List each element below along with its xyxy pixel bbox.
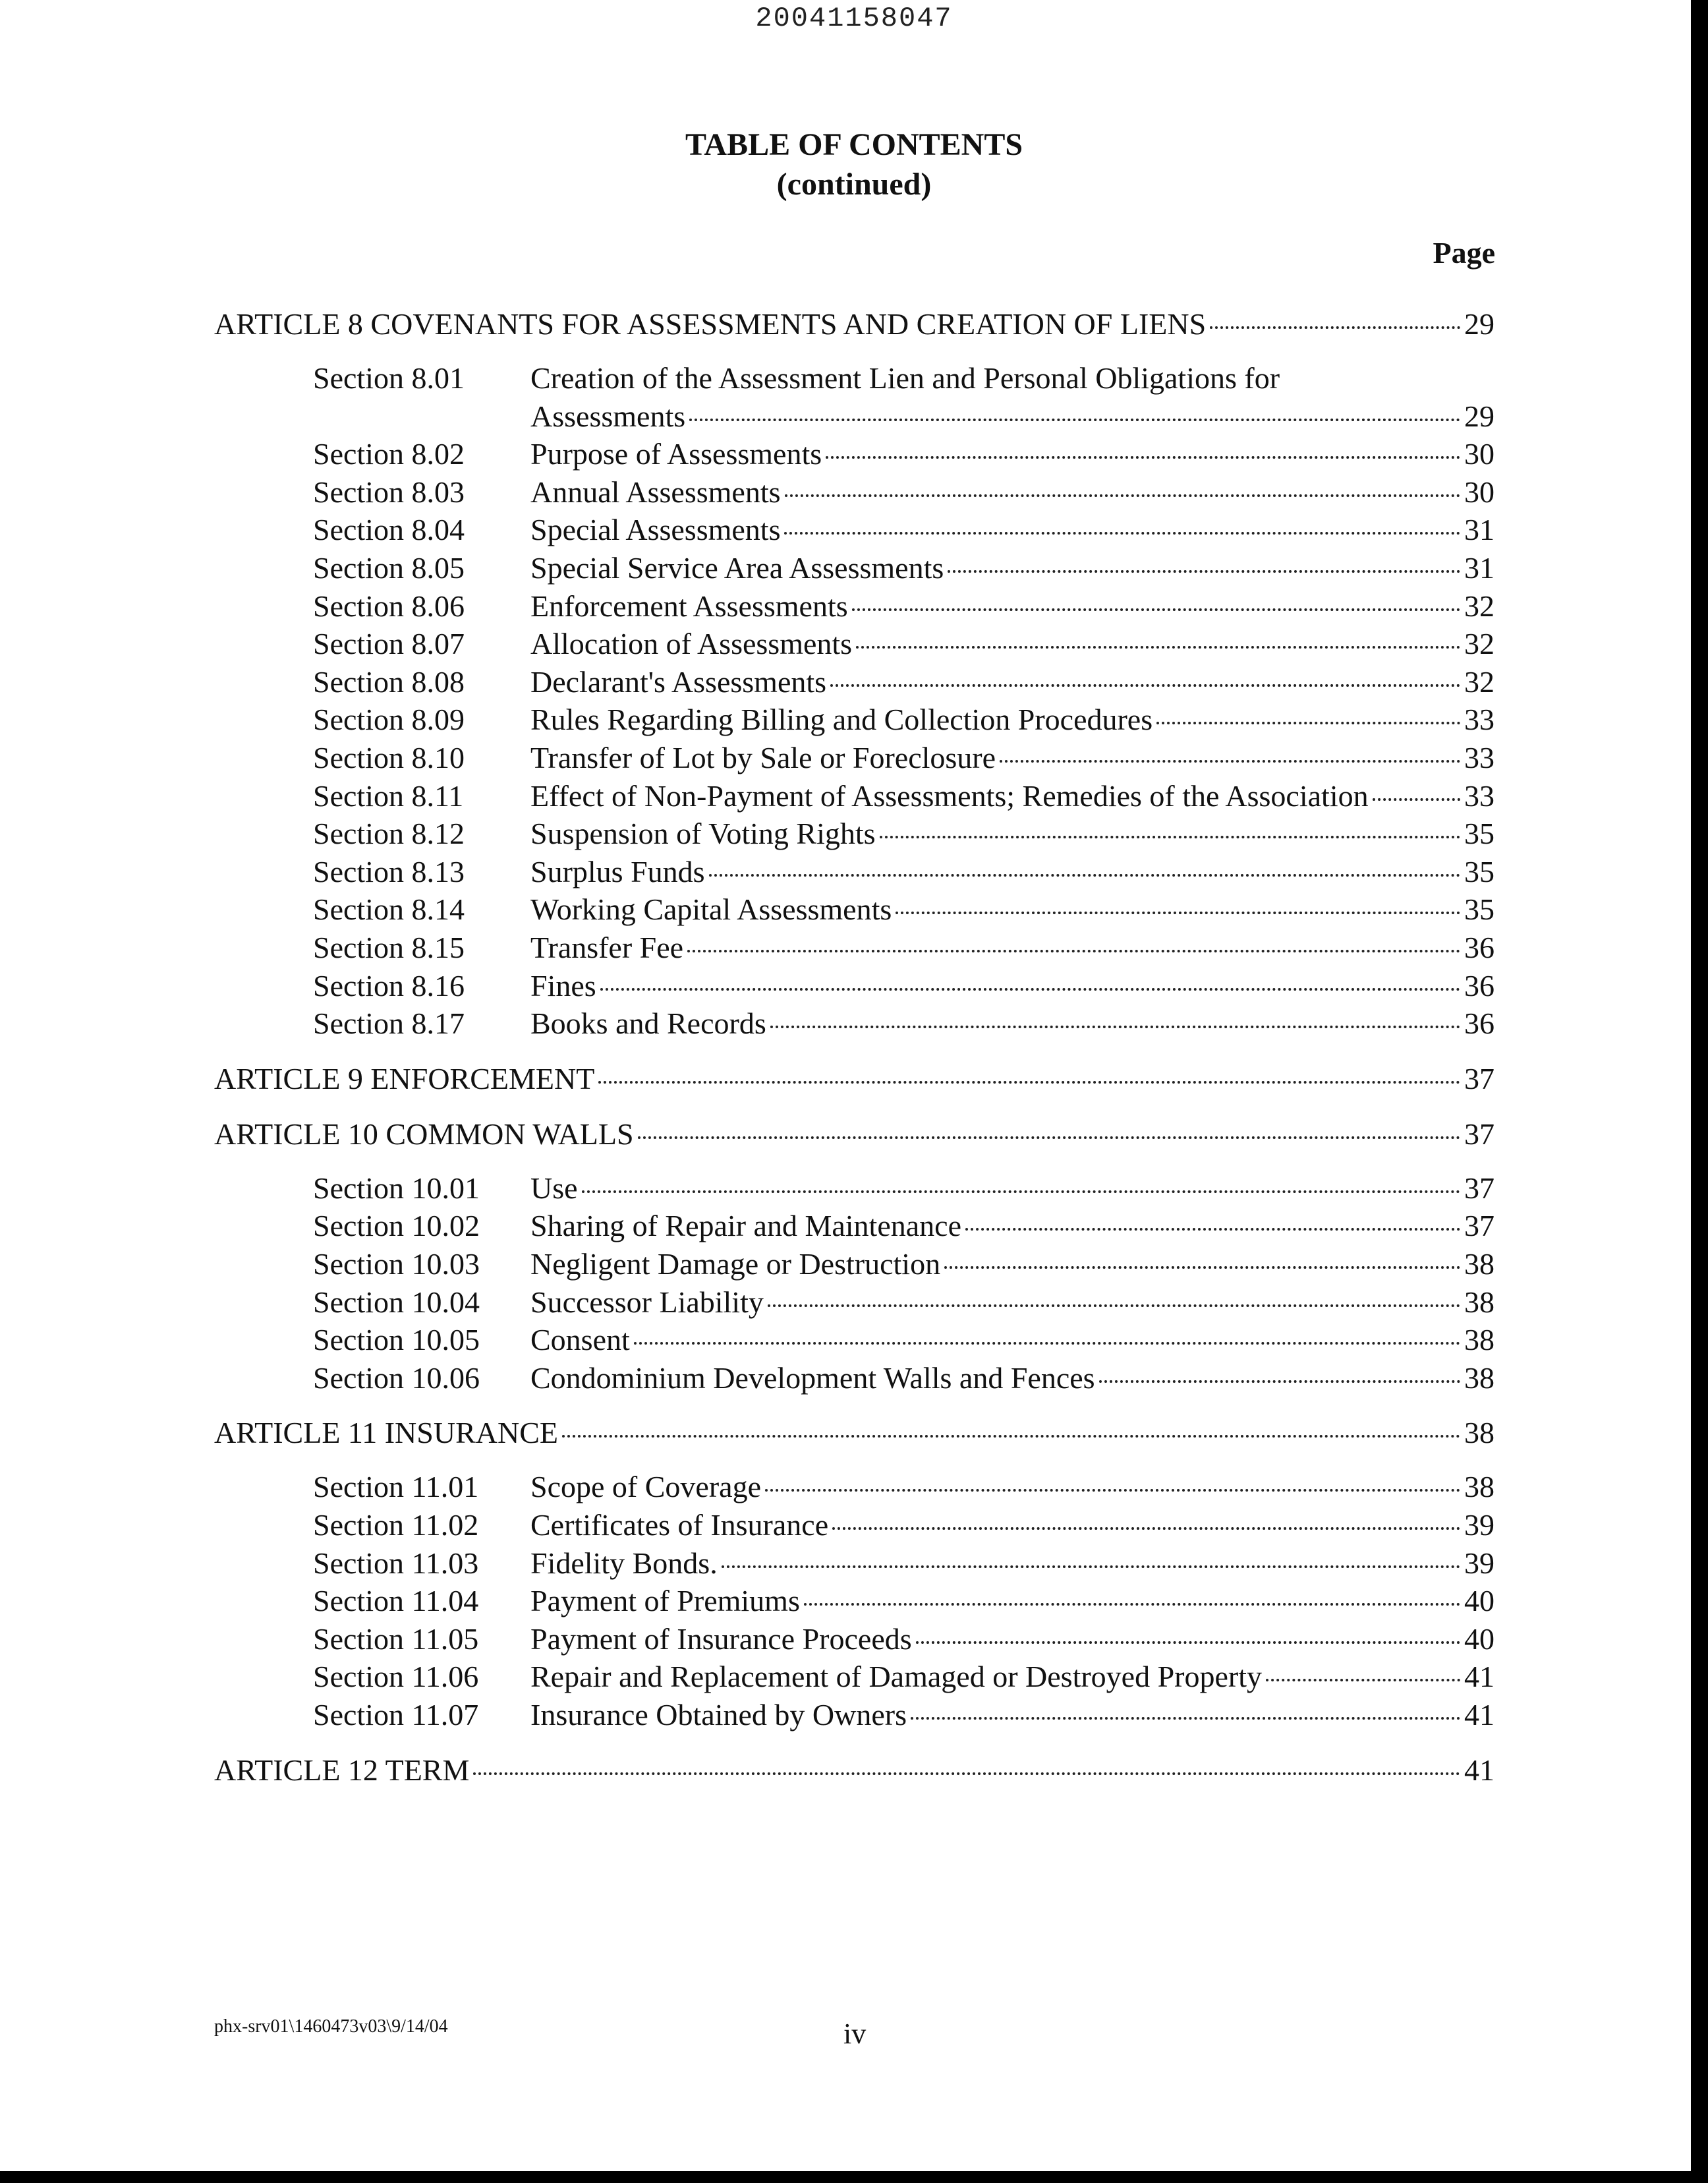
dot-leader — [784, 532, 1460, 535]
section-number: Section 8.03 — [313, 475, 465, 509]
page-number: 37 — [1464, 1171, 1494, 1205]
section-title: Certificates of Insurance — [530, 1508, 829, 1542]
dot-leader — [916, 1641, 1460, 1644]
section-number: Section 8.09 — [313, 703, 465, 737]
section-entry — [530, 968, 1494, 1003]
page-number: 31 — [1464, 551, 1494, 585]
section-number: Section 10.04 — [313, 1285, 480, 1319]
page-number: 41 — [1464, 1660, 1494, 1694]
section-title: Successor Liability — [530, 1285, 764, 1319]
dot-leader — [832, 1527, 1460, 1530]
dot-leader — [896, 912, 1460, 914]
page-number: 41 — [1464, 1753, 1494, 1787]
dot-leader — [709, 874, 1460, 877]
section-title: Fines — [530, 968, 596, 1003]
section-number: Section 11.01 — [313, 1470, 479, 1504]
section-entry — [530, 550, 1494, 585]
dot-leader — [582, 1190, 1460, 1193]
page-number: 32 — [1464, 589, 1494, 623]
dot-leader — [722, 1565, 1460, 1568]
page-number: 36 — [1464, 1006, 1494, 1041]
section-title: Repair and Replacement of Damaged or Destroyed Property — [530, 1660, 1262, 1694]
section-title: Special Service Area Assessments — [530, 551, 944, 585]
section-title: Consent — [530, 1323, 630, 1357]
section-title: Surplus Funds — [530, 854, 705, 888]
dot-leader — [880, 836, 1460, 838]
section-number: Section 8.01 — [313, 361, 465, 395]
article-entry — [214, 1117, 1494, 1151]
page-number: 33 — [1464, 741, 1494, 774]
dot-leader — [598, 1081, 1460, 1084]
section-number: Section 8.08 — [313, 664, 465, 699]
section-number: Section 8.04 — [313, 513, 465, 547]
document-number: 20041158047 — [755, 3, 953, 34]
section-title: Purpose of Assessments — [530, 437, 822, 471]
section-title: Declarant's Assessments — [530, 664, 827, 699]
section-number: Section 8.05 — [313, 551, 465, 585]
section-title: Allocation of Assessments — [530, 627, 853, 661]
section-title: Condominium Development Walls and Fences — [530, 1360, 1095, 1395]
section-number: Section 11.02 — [313, 1508, 479, 1542]
section-entry — [530, 1171, 1494, 1206]
article-entry — [214, 1061, 1494, 1096]
section-number: Section 11.04 — [313, 1584, 479, 1618]
section-entry — [530, 702, 1494, 737]
section-entry — [530, 1583, 1494, 1618]
section-entry — [530, 512, 1494, 547]
page-number: 38 — [1464, 1323, 1494, 1357]
dot-leader — [1156, 722, 1460, 724]
page-number: 35 — [1464, 854, 1494, 888]
page-column-header: Page — [1433, 236, 1495, 270]
section-number: Section 11.03 — [313, 1546, 479, 1580]
dot-leader — [948, 570, 1460, 573]
page-number: 41 — [1464, 1698, 1494, 1732]
section-entry — [530, 1360, 1494, 1395]
section-title: Scope of Coverage — [530, 1470, 761, 1504]
page-number: 32 — [1464, 664, 1494, 699]
dot-leader — [765, 1489, 1460, 1492]
section-title: Annual Assessments — [530, 475, 781, 509]
section-title: Enforcement Assessments — [530, 589, 848, 623]
page-number: 35 — [1464, 817, 1494, 851]
section-entry — [530, 740, 1494, 775]
section-entry — [530, 930, 1494, 965]
dot-leader — [1099, 1380, 1460, 1383]
dot-leader — [473, 1772, 1460, 1775]
section-entry — [530, 1697, 1494, 1732]
section-number: Section 8.15 — [313, 931, 465, 964]
section-title: Sharing of Repair and Maintenance — [530, 1209, 961, 1243]
page-number: 39 — [1464, 1508, 1494, 1542]
section-number: Section 10.02 — [313, 1209, 480, 1243]
dot-leader — [804, 1603, 1460, 1606]
article-title: ARTICLE 11 INSURANCE — [214, 1416, 558, 1450]
section-entry — [530, 1507, 1494, 1542]
dot-leader — [965, 1228, 1460, 1231]
section-entry — [530, 1546, 1494, 1581]
dot-leader — [826, 456, 1460, 459]
section-entry — [530, 399, 1494, 434]
section-title: Use — [530, 1171, 578, 1205]
section-entry — [530, 1322, 1494, 1357]
section-title: Working Capital Assessments — [530, 892, 892, 927]
section-number: Section 10.03 — [313, 1247, 480, 1281]
article-title: ARTICLE 12 TERM — [214, 1753, 470, 1787]
section-title: Fidelity Bonds. — [530, 1546, 718, 1580]
dot-leader — [785, 494, 1461, 497]
section-entry — [530, 1285, 1494, 1320]
page-number: 30 — [1464, 437, 1494, 471]
dot-leader — [856, 646, 1460, 649]
article-title: ARTICLE 9 ENFORCEMENT — [214, 1061, 595, 1095]
section-title: Payment of Premiums — [530, 1584, 800, 1618]
dot-leader — [1210, 326, 1460, 329]
page-number: 40 — [1464, 1621, 1494, 1656]
page-number: 38 — [1464, 1416, 1494, 1450]
page-number: 37 — [1464, 1061, 1494, 1095]
section-number: Section 8.11 — [313, 778, 464, 813]
section-number: Section 10.06 — [313, 1360, 480, 1395]
section-number: Section 8.07 — [313, 627, 465, 661]
dot-leader — [562, 1435, 1460, 1438]
section-number: Section 10.05 — [313, 1323, 480, 1357]
page-number: 38 — [1464, 1360, 1494, 1395]
page-number: 37 — [1464, 1117, 1494, 1151]
section-entry — [530, 589, 1494, 624]
section-title: Negligent Damage or Destruction — [530, 1247, 941, 1281]
page-number: 32 — [1464, 627, 1494, 661]
section-entry — [530, 816, 1494, 851]
footer-page-number: iv — [843, 2018, 867, 2050]
section-entry — [530, 1469, 1494, 1504]
dot-leader — [770, 1026, 1460, 1028]
page-number: 33 — [1464, 703, 1494, 737]
section-number: Section 8.14 — [313, 892, 465, 927]
section-number: Section 8.13 — [313, 854, 465, 888]
section-number: Section 8.17 — [313, 1006, 465, 1041]
page-number: 38 — [1464, 1247, 1494, 1281]
dot-leader — [768, 1304, 1460, 1307]
section-entry — [530, 778, 1494, 813]
page-number: 40 — [1464, 1584, 1494, 1618]
section-entry — [530, 1208, 1494, 1243]
section-title: Insurance Obtained by Owners — [530, 1698, 907, 1732]
section-number: Section 8.02 — [313, 437, 465, 471]
section-title: Suspension of Voting Rights — [530, 817, 876, 851]
article-title: ARTICLE 10 COMMON WALLS — [214, 1117, 634, 1151]
page-number: 36 — [1464, 968, 1494, 1003]
dot-leader — [689, 419, 1460, 421]
dot-leader — [638, 1136, 1460, 1139]
dot-leader — [852, 608, 1460, 611]
page-number: 36 — [1464, 931, 1494, 964]
dot-leader — [1373, 798, 1460, 801]
section-entry — [530, 854, 1494, 889]
section-number: Section 8.10 — [313, 741, 465, 774]
page-number: 33 — [1464, 778, 1494, 813]
article-title: ARTICLE 8 COVENANTS FOR ASSESSMENTS AND CREATION OF LIENS — [214, 307, 1207, 341]
page-number: 39 — [1464, 1546, 1494, 1580]
section-entry — [530, 1621, 1494, 1656]
section-title: Payment of Insurance Proceeds — [530, 1621, 912, 1656]
page-number: 30 — [1464, 475, 1494, 509]
section-title: Books and Records — [530, 1006, 766, 1041]
page-number: 35 — [1464, 892, 1494, 927]
footer-document-id: phx-srv01\1460473v03\9/14/04 — [214, 2016, 448, 2037]
dot-leader — [600, 988, 1460, 991]
page-number: 38 — [1464, 1470, 1494, 1504]
article-entry — [214, 306, 1494, 341]
section-entry — [530, 475, 1494, 509]
section-title: Transfer of Lot by Sale or Foreclosure — [530, 741, 996, 774]
section-title: Rules Regarding Billing and Collection Procedures — [530, 703, 1153, 737]
dot-leader — [944, 1266, 1460, 1269]
dot-leader — [634, 1342, 1460, 1345]
section-number: Section 11.07 — [313, 1698, 479, 1732]
section-title: Transfer Fee — [530, 931, 684, 964]
section-entry — [530, 1659, 1494, 1694]
section-entry — [530, 1246, 1494, 1281]
page-number: 31 — [1464, 513, 1494, 547]
page-number: 37 — [1464, 1209, 1494, 1243]
page-number: 38 — [1464, 1285, 1494, 1319]
section-title: Special Assessments — [530, 513, 781, 547]
dot-leader — [687, 950, 1460, 952]
page-number: 29 — [1464, 399, 1494, 433]
page-title: TABLE OF CONTENTS — [685, 127, 1023, 162]
dot-leader — [830, 684, 1460, 687]
article-entry — [214, 1753, 1494, 1788]
section-entry — [530, 436, 1494, 471]
section-entry — [530, 892, 1494, 927]
page-subtitle: (continued) — [776, 167, 932, 202]
section-title: Effect of Non-Payment of Assessments; Remedies of the Association — [530, 778, 1369, 813]
section-entry — [530, 664, 1494, 699]
section-number: Section 11.06 — [313, 1660, 479, 1694]
section-entry — [530, 626, 1494, 661]
section-number: Section 11.05 — [313, 1621, 479, 1656]
section-title: Assessments — [530, 399, 686, 433]
section-number: Section 8.16 — [313, 968, 465, 1003]
section-title: Creation of the Assessment Lien and Personal Obligations for — [530, 361, 1280, 395]
dot-leader — [911, 1717, 1460, 1720]
section-number: Section 8.12 — [313, 817, 465, 851]
section-number: Section 8.06 — [313, 589, 465, 623]
article-entry — [214, 1415, 1494, 1450]
dot-leader — [1266, 1679, 1460, 1681]
section-entry — [530, 1006, 1494, 1041]
section-number: Section 10.01 — [313, 1171, 480, 1205]
page-number: 29 — [1464, 307, 1494, 341]
dot-leader — [1000, 760, 1460, 763]
